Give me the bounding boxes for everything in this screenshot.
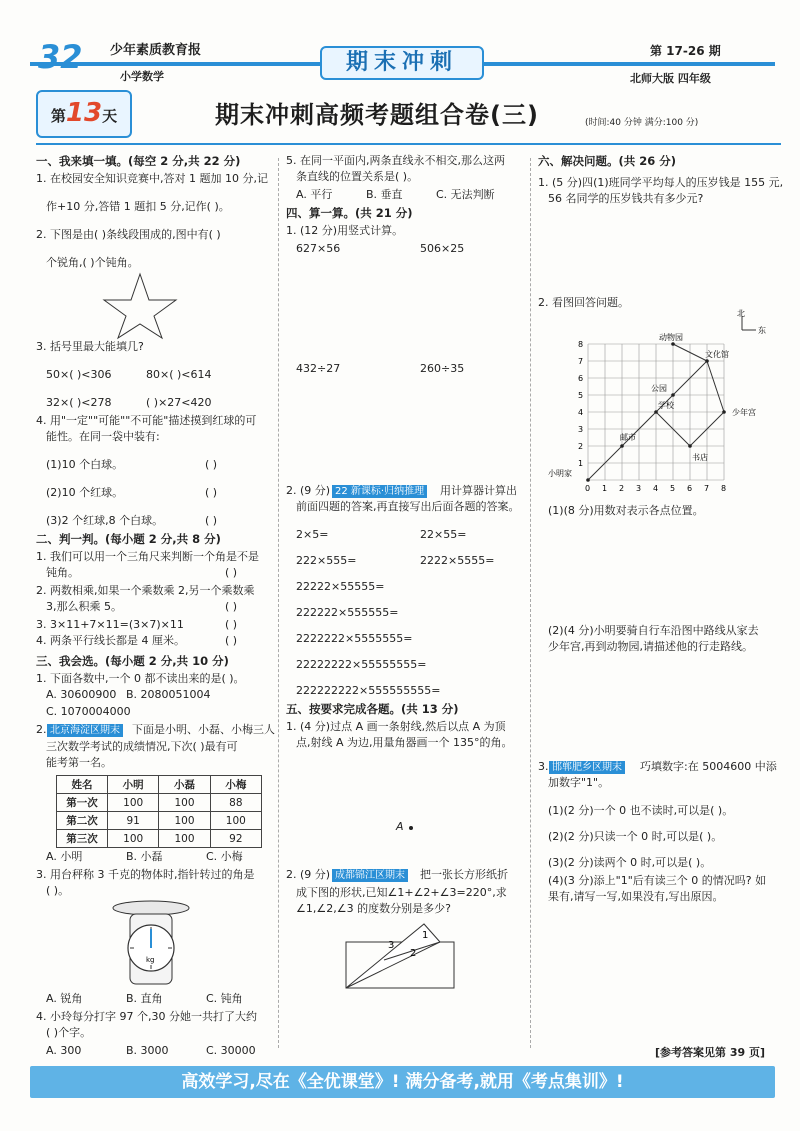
- table-header-cell: 姓名: [57, 776, 108, 794]
- s2-q1-line2: 钝角。: [46, 566, 79, 579]
- s3-q2-line1: 下面是小明、小磊、小梅三人: [132, 723, 275, 736]
- s3-q2-tag: 北京海淀区期末: [47, 724, 123, 737]
- s3-q2-line3: 能考第一名。: [46, 756, 112, 769]
- s6-q2-2-line2: 少年宫,再到动物园,请描述他的行走路线。: [548, 640, 753, 653]
- axis-x-label: 4: [653, 484, 659, 493]
- map-point: [620, 444, 624, 448]
- axis-x-label: 2: [619, 484, 625, 493]
- s3-q3-optB[interactable]: B. 直角: [126, 992, 163, 1005]
- angle-label-2: 2: [410, 948, 417, 959]
- s1-q4-blank1[interactable]: ( ): [205, 458, 218, 471]
- s3-q1: 1. 下面各数中,一个 0 都不读出来的是( )。: [36, 672, 245, 685]
- s6-q3-line2: 加数字"1"。: [548, 776, 610, 789]
- table-cell: 100: [159, 812, 210, 830]
- s6-q3-pre: 3.: [538, 760, 549, 773]
- map-place-label: 动物园: [659, 333, 683, 342]
- calc-4: 260÷35: [420, 362, 465, 375]
- s1-q4-item2: (2)10 个红球。: [46, 486, 124, 499]
- expr-6: 222222×555555=: [296, 606, 399, 619]
- s3-q2-number: 2.: [36, 723, 47, 736]
- expr-1: 2×5=: [296, 528, 329, 541]
- expr-7: 2222222×5555555=: [296, 632, 413, 645]
- point-a-label: A: [396, 820, 404, 833]
- s3-q2-optC[interactable]: C. 小梅: [206, 850, 243, 863]
- table-cell: 第一次: [57, 794, 108, 812]
- map-place-label: 邮市: [620, 433, 636, 442]
- map-point: [705, 359, 709, 363]
- s1-q4-blank3[interactable]: ( ): [205, 514, 218, 527]
- footer-banner: [30, 1066, 775, 1098]
- table-cell: 100: [159, 794, 210, 812]
- answer-reference: [参考答案见第 39 页]: [655, 1046, 766, 1059]
- s6-q3-4-line1: (4)(3 分)添上"1"后有读三个 0 的情况吗? 如: [548, 874, 767, 887]
- s1-q4-line2: 能性。在同一袋中装有:: [46, 430, 160, 443]
- axis-x-label: 5: [670, 484, 676, 493]
- s3-q5-optC[interactable]: C. 无法判断: [436, 188, 495, 201]
- s4-q1: 1. (12 分)用竖式计算。: [286, 224, 404, 237]
- s2-q2-line2: 3,那么积乘 5。: [46, 600, 122, 613]
- axis-x-label: 0: [585, 484, 591, 493]
- calc-3: 432÷27: [296, 362, 341, 375]
- score-table: [56, 775, 262, 848]
- title-underline: [36, 143, 781, 145]
- s2-q4: 4. 两条平行线长都是 4 厘米。: [36, 634, 185, 647]
- s1-q4-item1: (1)10 个白球。: [46, 458, 124, 471]
- s5-q2-line2: 成下图的形状,已知∠1+∠2+∠3=220°,求: [296, 886, 507, 899]
- s1-q4-item3: (3)2 个红球,8 个白球。: [46, 514, 164, 527]
- page-number: 32: [38, 38, 83, 76]
- edition-info: 北师大版 四年级: [630, 72, 711, 85]
- s3-q3-optA[interactable]: A. 锐角: [46, 992, 83, 1005]
- s5-q2-line1: 把一张长方形纸折: [420, 868, 508, 881]
- day-badge: [36, 90, 132, 138]
- s1-q1-line1: 1. 在校园安全知识竞赛中,答对 1 题加 10 分,记: [36, 172, 268, 185]
- map-place-label: 公园: [651, 384, 667, 393]
- expr-5: 22222×55555=: [296, 580, 385, 593]
- s2-q2-blank[interactable]: ( ): [225, 600, 238, 613]
- map-place-label: 小明家: [548, 469, 572, 478]
- s6-q3-2: (2)(2 分)只读一个 0 时,可以是( )。: [548, 830, 723, 843]
- s3-q3-line2: ( )。: [46, 884, 70, 897]
- expr-8: 22222222×55555555=: [296, 658, 427, 671]
- s3-q4-line1: 4. 小玲每分打字 97 个,30 分她一共打了大约: [36, 1010, 257, 1023]
- s3-q5-line1: 5. 在同一平面内,两条直线永不相交,那么这两: [286, 154, 505, 167]
- axis-x-label: 6: [687, 484, 693, 493]
- day-label-post: 天: [102, 107, 118, 125]
- table-header-cell: 小磊: [159, 776, 210, 794]
- s1-q4-blank2[interactable]: ( ): [205, 486, 218, 499]
- banner-title: 期末冲刺: [320, 46, 484, 80]
- platform-scale-figure: [110, 898, 192, 990]
- s5-q2-tag: 成都锦江区期末: [332, 869, 408, 882]
- table-cell: 100: [159, 830, 210, 848]
- table-cell: 第二次: [57, 812, 108, 830]
- s5-q2-pre: 2. (9 分): [286, 868, 331, 881]
- axis-y-label: 6: [578, 374, 584, 383]
- table-header-cell: 小梅: [210, 776, 261, 794]
- map-point: [722, 410, 726, 414]
- s3-q4-optA[interactable]: A. 300: [46, 1044, 82, 1057]
- subject-name: 小学数学: [120, 70, 164, 83]
- s4-q2-line1: 用计算器计算出: [440, 484, 517, 497]
- s6-q3-1: (1)(2 分)一个 0 也不读时,可以是( )。: [548, 804, 734, 817]
- axis-y-label: 3: [578, 425, 584, 434]
- grid-map-figure: [548, 308, 778, 504]
- map-place-label: 文化馆: [705, 350, 729, 359]
- s3-q5-line2: 条直线的位置关系是( )。: [296, 170, 419, 183]
- calc-2: 506×25: [420, 242, 465, 255]
- s3-q3-optC[interactable]: C. 钝角: [206, 992, 243, 1005]
- expr-3: 222×555=: [296, 554, 357, 567]
- axis-x-label: 8: [721, 484, 727, 493]
- s2-q3-blank[interactable]: ( ): [225, 618, 238, 631]
- s6-q1-line1: 1. (5 分)四(1)班同学平均每人的压岁钱是 155 元,: [538, 176, 784, 189]
- s1-q3: 3. 括号里最大能填几?: [36, 340, 144, 353]
- table-header-cell: 小明: [108, 776, 159, 794]
- route-segment: [707, 361, 724, 412]
- map-point: [586, 478, 590, 482]
- table-cell: 91: [108, 812, 159, 830]
- point-a-dot: [409, 826, 413, 830]
- expr-9: 222222222×555555555=: [296, 684, 441, 697]
- expr-4: 2222×5555=: [420, 554, 495, 567]
- s6-q3-3: (3)(2 分)读两个 0 时,可以是( )。: [548, 856, 712, 869]
- s2-q4-blank[interactable]: ( ): [225, 634, 238, 647]
- s5-q1-line2: 点,射线 A 为边,用量角器画一个 135°的角。: [296, 736, 513, 749]
- s3-q1-optC[interactable]: C. 1070004000: [46, 705, 131, 718]
- map-place-label: 少年宫: [732, 408, 756, 417]
- map-place-label: 学校: [658, 401, 674, 410]
- table-cell: 100: [108, 794, 159, 812]
- s1-q2-line1: 2. 下图是由( )条线段围成的,图中有( ): [36, 228, 221, 241]
- map-point: [654, 410, 658, 414]
- axis-y-label: 1: [578, 459, 584, 468]
- scale-unit-label: kg: [146, 956, 155, 964]
- calc-1: 627×56: [296, 242, 341, 255]
- map-point: [688, 444, 692, 448]
- expr-2: 22×55=: [420, 528, 467, 541]
- s3-q3-line1: 3. 用台秤称 3 千克的物体时,指针转过的角是: [36, 868, 255, 881]
- s3-q2-line2: 三次数学考试的成绩情况,下次( )最有可: [46, 740, 238, 753]
- s3-q5-optA[interactable]: A. 平行: [296, 188, 333, 201]
- table-cell: 100: [108, 830, 159, 848]
- s3-q1-optA[interactable]: A. 30600900: [46, 688, 117, 701]
- axis-x-label: 3: [636, 484, 642, 493]
- s6-q3-tag: 邯郸肥乡区期末: [549, 761, 625, 774]
- folded-paper-figure: [344, 920, 456, 990]
- time-info: (时间:40 分钟 满分:100 分): [585, 118, 699, 128]
- compass-north: 北: [737, 309, 745, 318]
- s1-q3-r1b: 80×( )<614: [146, 368, 212, 381]
- column-divider-2: [530, 158, 531, 1048]
- axis-y-label: 8: [578, 340, 584, 349]
- footer-slogan: 高效学习,尽在《全优课堂》! 满分备考,就用《考点集训》!: [181, 1072, 624, 1092]
- s1-q2-line2: 个锐角,( )个钝角。: [46, 256, 139, 269]
- s6-q2-1: (1)(8 分)用数对表示各点位置。: [548, 504, 704, 517]
- table-header-row: [57, 776, 262, 794]
- axis-y-label: 4: [578, 408, 584, 417]
- s2-q3: 3. 3×11+7×11=(3×7)×11: [36, 618, 184, 631]
- table-cell: 100: [210, 812, 261, 830]
- s4-q2-tag: 22 新课标·归纳推理: [332, 485, 427, 498]
- table-cell: 88: [210, 794, 261, 812]
- section-2-heading: 二、判一判。(每小题 2 分,共 8 分): [36, 532, 221, 546]
- angle-label-1: 1: [422, 930, 429, 941]
- column-divider-1: [278, 158, 279, 1048]
- section-3-heading: 三、我会选。(每小题 2 分,共 10 分): [36, 654, 229, 668]
- axis-x-label: 1: [602, 484, 608, 493]
- s3-q5-optB[interactable]: B. 垂直: [366, 188, 403, 201]
- axis-y-label: 5: [578, 391, 584, 400]
- s6-q3-line1: 巧填数字:在 5004600 中添: [640, 760, 777, 773]
- s6-q1-line2: 56 名同学的压岁钱共有多少元?: [548, 192, 704, 205]
- s5-q2-line3: ∠1,∠2,∠3 的度数分别是多少?: [296, 902, 451, 915]
- angle-label-3: 3: [388, 940, 395, 951]
- s3-q2-optA[interactable]: A. 小明: [46, 850, 83, 863]
- s1-q3-r1a: 50×( )<306: [46, 368, 112, 381]
- s4-q2-pre: 2. (9 分): [286, 484, 331, 497]
- table-row: [57, 830, 262, 848]
- s1-q3-r2b: ( )×27<420: [146, 396, 212, 409]
- s6-q3-4-line2: 果有,请写一写,如果没有,写出原因。: [548, 890, 724, 903]
- s3-q4-optC[interactable]: C. 30000: [206, 1044, 256, 1057]
- s6-q2: 2. 看图回答问题。: [538, 296, 629, 309]
- s2-q2-line1: 2. 两数相乘,如果一个乘数乘 2,另一个乘数乘: [36, 584, 255, 597]
- day-label-pre: 第: [50, 107, 66, 125]
- compass-east: 东: [758, 326, 766, 335]
- s3-q4-optB[interactable]: B. 3000: [126, 1044, 169, 1057]
- axis-y-label: 2: [578, 442, 584, 451]
- newspaper-name: 少年素质教育报: [110, 43, 202, 58]
- issue-info: 第 17-26 期: [650, 44, 721, 58]
- s5-q1-line1: 1. (4 分)过点 A 画一条射线,然后以点 A 为顶: [286, 720, 506, 733]
- s1-q3-r2a: 32×( )<278: [46, 396, 112, 409]
- s1-q4-line1: 4. 用"一定""可能""不可能"描述摸到红球的可: [36, 414, 257, 427]
- map-point: [671, 393, 675, 397]
- page-title: 期末冲刺高频考题组合卷(三): [215, 101, 539, 129]
- s4-q2-line2: 前面四题的答案,再直接写出后面各题的答案。: [296, 500, 520, 513]
- day-number: 13: [65, 98, 103, 128]
- section-6-heading: 六、解决问题。(共 26 分): [538, 154, 677, 168]
- s3-q1-optB[interactable]: B. 2080051004: [126, 688, 211, 701]
- s2-q1-line1: 1. 我们可以用一个三角尺来判断一个角是不是: [36, 550, 259, 563]
- s6-q2-2-line1: (2)(4 分)小明要骑自行车沿图中路线从家去: [548, 624, 759, 637]
- section-5-heading: 五、按要求完成各题。(共 13 分): [286, 702, 459, 716]
- axis-y-label: 7: [578, 357, 584, 366]
- map-place-label: 书店: [692, 453, 708, 462]
- table-cell: 92: [210, 830, 261, 848]
- s2-q1-blank[interactable]: ( ): [225, 566, 238, 579]
- section-1-heading: 一、我来填一填。(每空 2 分,共 22 分): [36, 154, 241, 168]
- map-point: [671, 342, 675, 346]
- axis-x-label: 7: [704, 484, 710, 493]
- star-figure: [100, 270, 180, 340]
- s3-q4-line2: ( )个字。: [46, 1026, 92, 1039]
- table-row: [57, 794, 262, 812]
- s1-q1-line2: 作+10 分,答错 1 题扣 5 分,记作( )。: [46, 200, 230, 213]
- table-row: [57, 812, 262, 830]
- s3-q2-optB[interactable]: B. 小磊: [126, 850, 163, 863]
- section-4-heading: 四、算一算。(共 21 分): [286, 206, 413, 220]
- table-cell: 第三次: [57, 830, 108, 848]
